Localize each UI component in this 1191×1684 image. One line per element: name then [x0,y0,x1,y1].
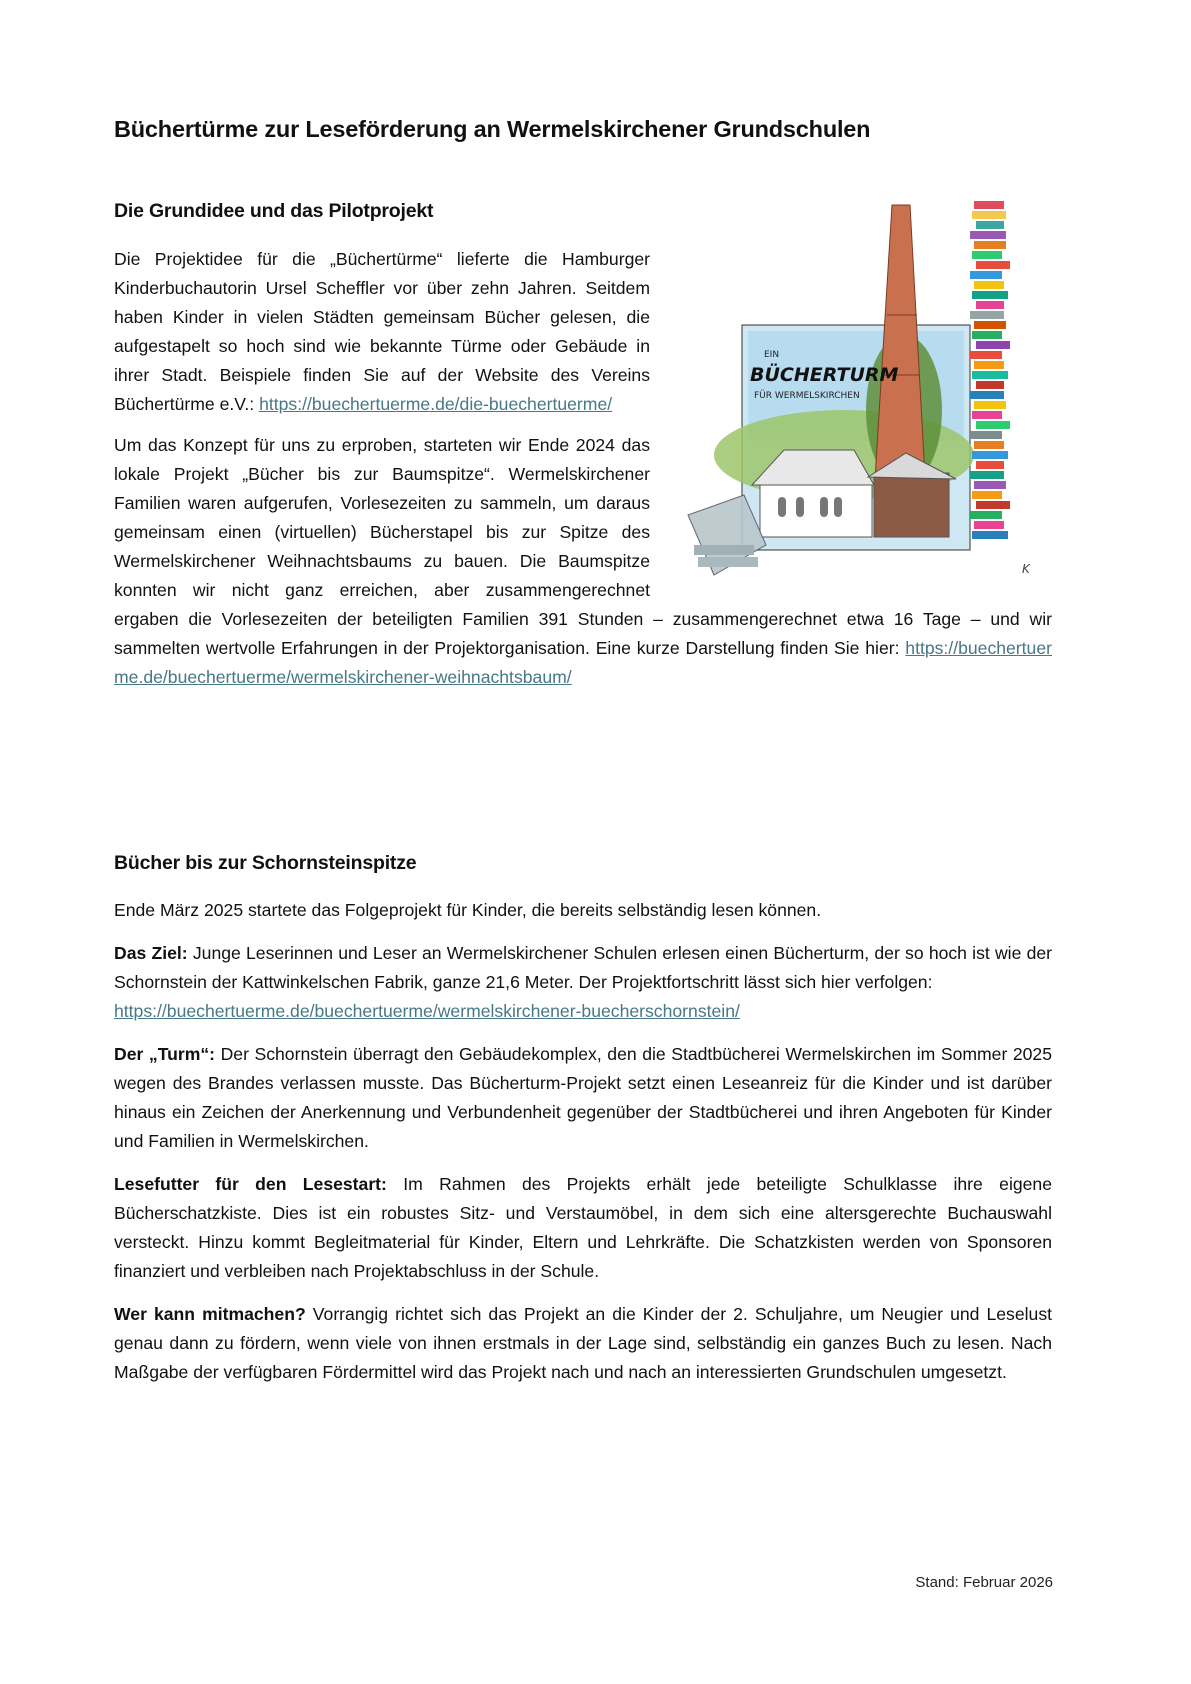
link-buecherschornstein[interactable]: https://buechertuerme.de/buechertuerme/wermelskirchener-buecherschornstein/ [114,1001,740,1021]
paragraph-pilotprojekt: Um das Konzept für uns zu erproben, starteten wir Ende 2024 das lokale Projekt „Bücher bis zur Baumspitze“. Wermelskirchener Familien waren aufgerufen, Vorlesezeiten zu sammeln, um daraus gemeinsam einen (virtuellen) Bücherstapel bis zur Spitze des Wermelskirchener Weihnachtsbaums zu bauen. Die Baumspitze konnten wir nicht ganz erreichen, aber zusammengerechnet ergaben die Vorlesezeiten der beteiligten Familien 391 Stunden – zusammengerechnet etwa 16 Tage – und wir sammelten wertvolle Erfahrungen in der Projektorganisation. Eine kurze Darstellung finden Sie hier: https://buechertuerme.de/buechertuerme/wermelskirchener-weihnachtsbaum/ [114,435,1052,687]
paragraph-ziel: Das Ziel: Junge Leserinnen und Leser an Wermelskirchener Schulen erlesen einen Bücherturm, der so hoch ist wie der Schornstein der Kattwinkelschen Fabrik, ganze 21,6 Meter. Der Projektfortschritt lässt sich hier verfolgen: https://buechertuerme.de/buechertuerme/wermelskirchener-buecherschornstein/ [114,943,1052,1021]
svg-text:EIN: EIN [764,350,780,360]
paragraph-projektidee: Die Projektidee für die „Büchertürme“ lieferte die Hamburger Kinderbuchautorin Ursel Scheffler vor über zehn Jahren. Seitdem haben Kinder in vielen Städten gemeinsam Bücher gelesen, die aufgestapelt so hoch sind wie bekannte Türme oder Gebäude in ihrer Stadt. Beispiele finden Sie auf der Website des Vereins Büchertürme e.V.: https://buechertuerme.de/die-buechertuerme/ [114,249,650,414]
svg-text:BÜCHERTURM: BÜCHERTURM [750,364,899,386]
link-buechertuerme[interactable]: https://buechertuerme.de/die-buechertuerme/ [259,394,613,414]
section-schornsteinspitze [114,896,1052,1401]
section-heading-grundidee: Die Grundidee und das Pilotprojekt [114,200,434,222]
svg-text:K: K [1022,562,1030,576]
link-weihnachtsbaum[interactable]: https://buechertuerme.de/buechertuerme/wermelskirchener-weihnachtsbaum/ [114,638,1052,687]
paragraph-lesefutter: Lesefutter für den Lesestart: Im Rahmen des Projekts erhält jede beteiligte Schulklasse ihre eigene Bücherschatzkiste. Dies ist ein robustes Sitz- und Verstaumöbel, in dem sich eine altersgerechte Buchauswahl versteckt. Hinzu kommt Begleitmaterial für Kinder, Eltern und Lehrkräfte. Die Schatzkisten werden von Sponsoren finanziert und verbleiben nach Projektabschluss in der Schule. [114,1174,1052,1281]
paragraph-intro: Ende März 2025 startete das Folgeprojekt für Kinder, die bereits selbständig lesen können. [114,900,822,920]
lead-lesefutter: Lesefutter für den Lesestart: [114,1174,387,1194]
lead-turm: Der „Turm“: [114,1044,216,1064]
lead-mitmachen: Wer kann mitmachen? [114,1304,306,1324]
lead-ziel: Das Ziel: [114,943,188,963]
svg-text:FÜR WERMELSKIRCHEN: FÜR WERMELSKIRCHEN [754,391,860,401]
document-title: Büchertürme zur Leseförderung an Wermelskirchener Grundschulen [114,116,871,142]
footer-date: Stand: Februar 2026 [915,1574,1053,1591]
paragraph-mitmachen: Wer kann mitmachen? Vorrangig richtet sich das Projekt an die Kinder der 2. Schuljahre, um Neugier und Leselust genau dann zu fördern, wenn viele von ihnen erstmals in der Lage sind, selbständig ein ganzes Buch zu lesen. Nach Maßgabe der verfügbaren Fördermittel wird das Projekt nach und nach an interessierten Grundschulen umgesetzt. [114,1304,1053,1382]
section-heading-schornsteinspitze: Bücher bis zur Schornsteinspitze [114,852,417,874]
paragraph-turm: Der „Turm“: Der Schornstein überragt den Gebäudekomplex, den die Stadtbücherei Wermelskirchen im Sommer 2025 wegen des Brandes verlassen musste. Das Bücherturm-Projekt setzt einen Leseanreiz für die Kinder und ist darüber hinaus ein Zeichen der Anerkennung und Verbundenheit gegenüber der Stadtbücherei und ihren Angeboten für Kinder und Familien in Wermelskirchen. [114,1044,1053,1151]
book-stack-icon [970,201,1010,539]
buecherturm-illustration [674,195,1070,590]
section-grundidee [114,245,1052,704]
